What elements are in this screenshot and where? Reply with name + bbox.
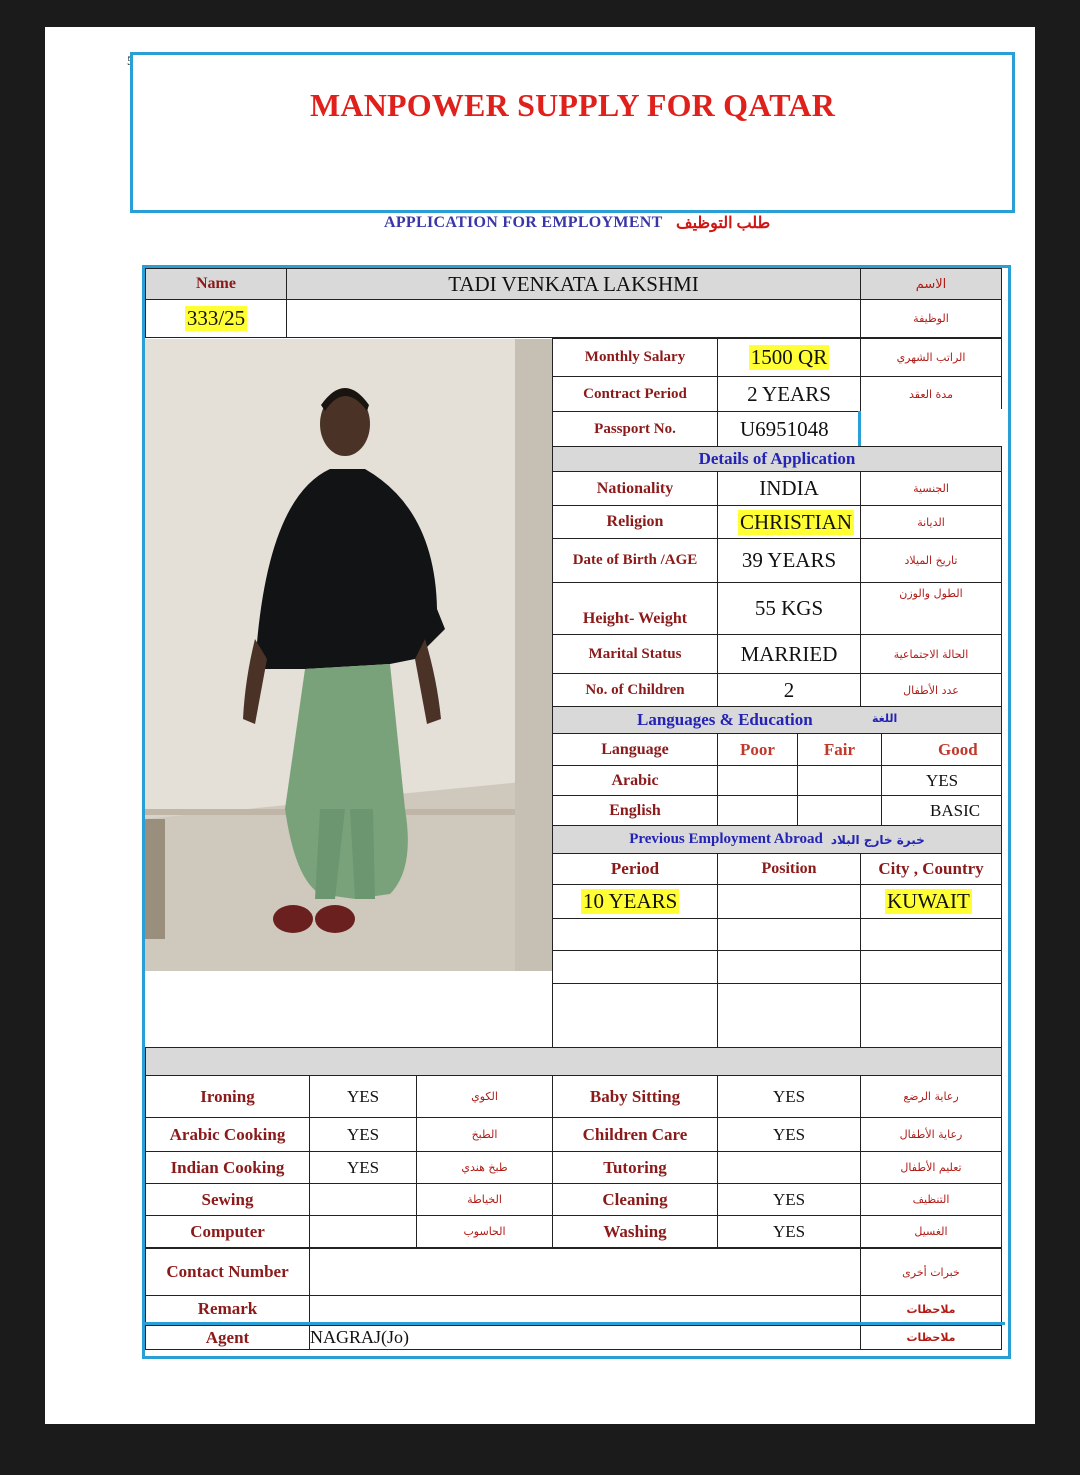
height-weight-value: 55 KGS — [717, 582, 861, 635]
monthly-salary-label: Monthly Salary — [552, 338, 718, 377]
nationality-value: INDIA — [717, 471, 861, 506]
language-header: Language — [552, 733, 718, 766]
nationality-arabic: الجنسية — [860, 471, 1002, 506]
previous-empty-cell — [552, 950, 718, 984]
previous-empty-cell — [717, 983, 861, 1048]
city-country-header: City , Country — [860, 853, 1002, 885]
dob-label: Date of Birth /AGE — [552, 538, 718, 583]
previous-empty-cell — [860, 983, 1002, 1048]
header-box — [130, 52, 1015, 213]
children-label: No. of Children — [552, 673, 718, 707]
agent-arabic: ملاحظات — [860, 1325, 1002, 1350]
skill-label: Computer — [145, 1215, 310, 1248]
skills-divider — [145, 1047, 1002, 1076]
skill-arabic: الطبخ — [416, 1117, 553, 1152]
previous-empty-cell — [552, 918, 718, 951]
previous-empty-cell — [860, 918, 1002, 951]
religion-label: Religion — [552, 505, 718, 539]
nationality-label: Nationality — [552, 471, 718, 506]
contract-period-arabic: مدة العقد — [860, 376, 1002, 412]
skill-value: YES — [309, 1151, 417, 1184]
skill-value: YES — [717, 1117, 861, 1152]
previous-empty-cell — [552, 983, 718, 1048]
details-section-title: Details of Application — [552, 446, 1002, 472]
skill-value: YES — [309, 1117, 417, 1152]
children-value: 2 — [717, 673, 861, 707]
ref-empty — [286, 299, 861, 338]
skill-label: Ironing — [145, 1075, 310, 1118]
skill-label: Children Care — [552, 1117, 718, 1152]
marital-status-arabic: الحالة الاجتماعية — [860, 634, 1002, 674]
previous-empty-cell — [717, 918, 861, 951]
english-good: BASIC — [881, 795, 1002, 826]
english-poor — [717, 795, 798, 826]
skill-label: Washing — [552, 1215, 718, 1248]
contact-number-arabic: خبرات أخرى — [860, 1248, 1002, 1296]
period-header: Period — [552, 853, 718, 885]
applicant-photo — [145, 339, 552, 971]
skill-arabic: تعليم الأطفال — [860, 1151, 1002, 1184]
marital-status-label: Marital Status — [552, 634, 718, 674]
skill-label: Arabic Cooking — [145, 1117, 310, 1152]
previous-employment-title: Previous Employment Abroad — [629, 831, 823, 847]
skill-value: YES — [717, 1183, 861, 1216]
arabic-language-label: Arabic — [552, 765, 718, 796]
previous-country-value: KUWAIT — [887, 889, 970, 913]
remark-label: Remark — [145, 1295, 310, 1323]
page-mark: 5 — [127, 53, 134, 68]
skill-label: Sewing — [145, 1183, 310, 1216]
skill-arabic: رعاية الأطفال — [860, 1117, 1002, 1152]
religion-value: CHRISTIAN — [740, 509, 853, 534]
skill-arabic: الحاسوب — [416, 1215, 553, 1248]
arabic-fair — [797, 765, 882, 796]
skill-arabic: الغسيل — [860, 1215, 1002, 1248]
dob-arabic: تاريخ الميلاد — [860, 538, 1002, 583]
height-weight-label: Height- Weight — [552, 582, 718, 635]
passport-value: U6951048 — [717, 411, 861, 447]
monthly-salary-value: 1500 QR — [750, 345, 828, 369]
contract-period-label: Contract Period — [552, 376, 718, 412]
english-language-label: English — [552, 795, 718, 826]
previous-position-value — [717, 884, 861, 919]
languages-section-title: Languages & Education — [552, 706, 1002, 734]
fair-header: Fair — [797, 733, 882, 766]
contract-period-value: 2 YEARS — [717, 376, 861, 412]
agent-value: NAGRAJ(Jo) — [309, 1325, 861, 1350]
poor-header: Poor — [717, 733, 798, 766]
previous-employment-section — [552, 825, 1002, 854]
skill-arabic: رعاية الرضع — [860, 1075, 1002, 1118]
skill-arabic: الخياطة — [416, 1183, 553, 1216]
skill-value: YES — [717, 1215, 861, 1248]
marital-status-value: MARRIED — [717, 634, 861, 674]
skill-value — [309, 1215, 417, 1248]
languages-section-arabic: اللغة — [872, 712, 898, 725]
skill-label: Indian Cooking — [145, 1151, 310, 1184]
skill-label: Baby Sitting — [552, 1075, 718, 1118]
remark-arabic: ملاحظات — [860, 1295, 1002, 1323]
skill-value — [717, 1151, 861, 1184]
name-value: TADI VENKATA LAKSHMI — [286, 268, 861, 300]
application-subtitle: APPLICATION FOR EMPLOYMENT — [384, 214, 663, 231]
skill-value: YES — [309, 1075, 417, 1118]
ref-arabic: الوظيفة — [860, 299, 1002, 338]
contact-number-value — [309, 1248, 861, 1296]
arabic-good: YES — [881, 765, 1002, 796]
monthly-salary-arabic: الراتب الشهري — [860, 338, 1002, 377]
children-arabic: عدد الأطفال — [860, 673, 1002, 707]
contact-number-label: Contact Number — [145, 1248, 310, 1296]
agent-label: Agent — [145, 1325, 310, 1350]
religion-arabic: الديانة — [860, 505, 1002, 539]
previous-period-value: 10 YEARS — [583, 889, 678, 913]
previous-empty-cell — [717, 950, 861, 984]
skill-value — [309, 1183, 417, 1216]
passport-label: Passport No. — [552, 411, 718, 447]
application-subtitle-arabic: طلب التوظيف — [676, 215, 771, 232]
name-arabic: الاسم — [860, 268, 1002, 300]
dob-value: 39 YEARS — [717, 538, 861, 583]
skill-arabic: طبخ هندي — [416, 1151, 553, 1184]
skill-arabic: التنظيف — [860, 1183, 1002, 1216]
document-title: MANPOWER SUPPLY FOR QATAR — [310, 87, 835, 123]
height-weight-arabic: الطول والوزن — [860, 582, 1002, 635]
previous-employment-arabic: خبرة خارج البلاد — [830, 832, 925, 847]
english-fair — [797, 795, 882, 826]
remark-value — [309, 1295, 861, 1323]
position-header: Position — [717, 853, 861, 885]
skill-label: Tutoring — [552, 1151, 718, 1184]
skill-label: Cleaning — [552, 1183, 718, 1216]
previous-empty-cell — [860, 950, 1002, 984]
skill-arabic: الكوي — [416, 1075, 553, 1118]
arabic-poor — [717, 765, 798, 796]
skill-value: YES — [717, 1075, 861, 1118]
reference-number: 333/25 — [186, 306, 246, 330]
name-label: Name — [145, 268, 287, 300]
good-header: Good — [881, 733, 1002, 766]
